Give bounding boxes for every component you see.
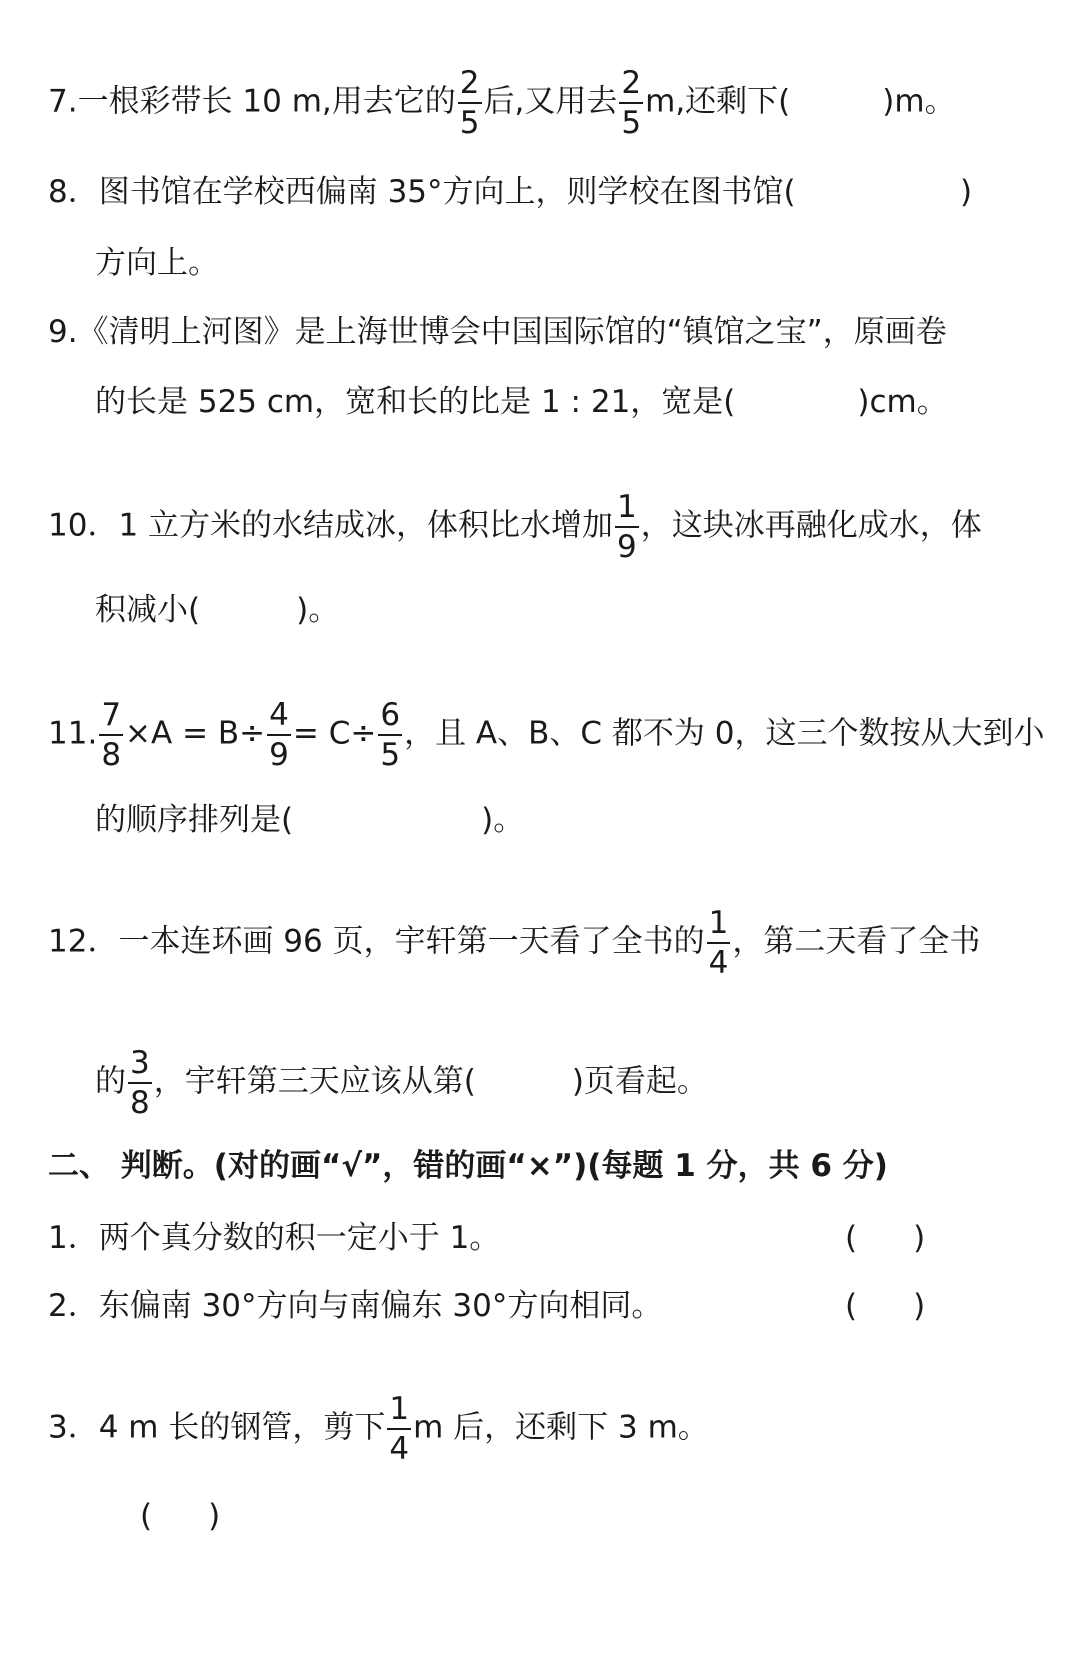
q12-text-d: ，宇轩第三天应该从第( xyxy=(153,1063,476,1100)
q11-text-c: = C÷ xyxy=(292,715,377,752)
q9-line-2 xyxy=(95,382,1080,422)
q10-text-a: 10．1 立方米的水结成冰，体积比水增加 xyxy=(48,507,614,544)
q7-line xyxy=(48,66,1080,140)
j3-fraction: $\frac{1}{4}$ xyxy=(389,1391,410,1467)
q11-fraction-2: $\frac{4}{9}$ xyxy=(269,697,289,773)
q12-line-1 xyxy=(48,906,1080,980)
j3-text-b: m 后，还剩下 3 m。 xyxy=(413,1409,709,1446)
q12-fraction-1: $\frac{1}{4}$ xyxy=(708,905,729,981)
j1-answer-parens[interactable] xyxy=(845,1218,935,1258)
j2-text: 2．东偏南 30°方向与南偏东 30°方向相同。 xyxy=(48,1288,663,1324)
j3-line xyxy=(48,1392,1080,1466)
j3-paren-close: ) xyxy=(208,1498,221,1534)
q7-text-b: 后,又用去 xyxy=(483,83,618,120)
j2-paren-close: ) xyxy=(913,1288,926,1324)
q11-text-e: 的顺序排列是( xyxy=(95,802,294,838)
q8-text-a: 8．图书馆在学校西偏南 35°方向上，则学校在图书馆( xyxy=(48,174,796,210)
q11-fraction-3: $\frac{6}{5}$ xyxy=(380,697,401,773)
q10-text-c: 积减小( xyxy=(95,592,201,628)
j2-answer-parens[interactable] xyxy=(845,1286,935,1326)
q12-fraction-2: $\frac{3}{8}$ xyxy=(130,1045,150,1121)
q12-line-2 xyxy=(95,1046,1080,1120)
q11-text-f: )。 xyxy=(481,802,525,838)
q9-line-1: 9.《清明上河图》是上海世博会中国国际馆的“镇馆之宝”，原画卷 xyxy=(48,314,947,350)
q7-text-a: 7.一根彩带长 10 m,用去它的 xyxy=(48,83,456,120)
q10-text-d: )。 xyxy=(296,592,340,628)
j2-paren-open: ( xyxy=(845,1288,858,1324)
q8-line-2: 方向上。 xyxy=(95,245,219,281)
j3-paren-open: ( xyxy=(140,1498,153,1534)
q11-text-b: ×A = B÷ xyxy=(125,715,266,752)
q7-fraction-1: $\frac{2}{5}$ xyxy=(459,65,480,141)
q7-text-c: m,还剩下( xyxy=(645,83,791,120)
j1-paren-open: ( xyxy=(845,1220,858,1256)
section2-heading: 二、 判断。(对的画“√”，错的画“×”)(每题 1 分，共 6 分) xyxy=(48,1148,888,1184)
q11-line-1 xyxy=(48,698,1080,772)
q9-text-b: 的长是 525 cm，宽和长的比是 1 : 21，宽是( xyxy=(95,384,736,420)
q7-text-d: )m。 xyxy=(882,83,956,120)
q12-text-b: ，第二天看了全书 xyxy=(732,923,981,960)
q11-fraction-1: $\frac{7}{8}$ xyxy=(101,697,122,773)
q8-close-paren: ) xyxy=(960,174,973,210)
j3-answer-parens[interactable] xyxy=(140,1496,240,1536)
q10-line-1 xyxy=(48,490,1080,564)
q12-text-a: 12．一本连环画 96 页，宇轩第一天看了全书的 xyxy=(48,923,705,960)
q10-fraction: $\frac{1}{9}$ xyxy=(617,489,637,565)
q9-text-c: )cm。 xyxy=(857,384,948,420)
q11-text-d: ，且 A、B、C 都不为 0，这三个数按从大到小 xyxy=(404,715,1045,752)
q10-line-2 xyxy=(95,590,1080,630)
q12-text-c: 的 xyxy=(95,1063,126,1100)
q12-text-e: )页看起。 xyxy=(571,1063,708,1100)
j1-text: 1．两个真分数的积一定小于 1。 xyxy=(48,1220,501,1256)
q11-line-2 xyxy=(95,800,1080,840)
j3-text-a: 3．4 m 长的钢管，剪下 xyxy=(48,1409,386,1446)
q10-text-b: ，这块冰再融化成水，体 xyxy=(640,507,982,544)
j1-paren-close: ) xyxy=(913,1220,926,1256)
q8-line-1 xyxy=(48,172,1080,212)
q7-fraction-2: $\frac{2}{5}$ xyxy=(621,65,642,141)
q11-text-a: 11. xyxy=(48,715,98,752)
